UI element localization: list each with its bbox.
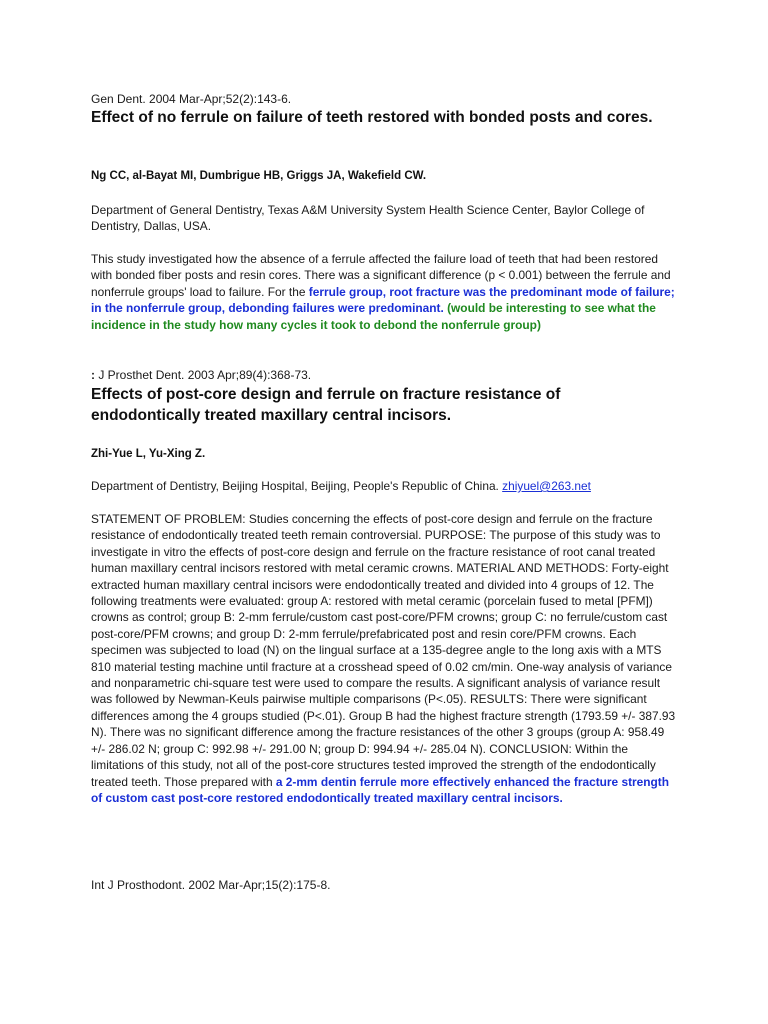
article-1-reviewer-note: (would be interesting to see what the incidence in the study how many cycles it took to debond the nonferrule group) xyxy=(91,301,656,332)
article-1-abstract-highlight: ferrule group, root fracture was the predominant mode of failure; in the nonferrule group, debonding failures were predominant. xyxy=(91,284,675,316)
article-1-citation: Gen Dent. 2004 Mar-Apr;52(2):143-6. xyxy=(91,92,292,106)
article-1-title: Effect of no ferrule on failure of teeth restored with bonded posts and cores. xyxy=(91,109,653,126)
article-2-abstract-text: STATEMENT OF PROBLEM: Studies concerning the effects of post-core design and ferrule on the fracture resistance of endodontically treated teeth remain controversial. PURPOSE: The purpose of this study was to investigate in vitro the effects of post-core design and ferrule on the fracture resistance of root canal treated human maxillary central incisors restored with metal ceramic crowns. MATERIAL AND METHODS: Forty-eight extracted human maxillary central incisors were endodontically treated and divided into 4 groups of 12. The following treatments were evaluated: group A: restored with metal ceramic (porcelain fused to metal [PFM]) crowns as control; group B: 2-mm ferrule/custom cast post-core/PFM crowns; group C: no ferrule/custom cast post-core/PFM crowns; and group D: 2-mm ferrule/prefabricated post and resin core/PFM crowns. Each specimen was subjected to load (N) on the lingual surface at a 135-degree angle to the long axis with a MTS 810 material testing machine until fracture at a crosshead speed of 0.02 cm/min. One-way analysis of variance and nonparametric chi-square test were used to compare the results. A significant analysis of variance result was followed by Newman-Keuls pairwise multiple comparisons (P<.05). RESULTS: There were significant differences among the 4 groups studied (P<.01). Group B had the highest fracture strength (1793.59 +/- 387.93 N). There was no significant difference among the fracture resistances of the other 3 groups (group A: 958.49 +/- 286.02 N; group C: 992.98 +/- 291.00 N; group D: 994.94 +/- 285.04 N). CONCLUSION: Within the limitations of this study, not all of the post-core structures tested improved the strength of the endodontically treated teeth. Those prepared with xyxy=(91,512,676,789)
article-2-affiliation-text: Department of Dentistry, Beijing Hospital, Beijing, People's Republic of China. xyxy=(91,479,503,493)
article-2-email-link[interactable]: zhiyuel@263.net xyxy=(502,479,591,493)
article-2-abstract-highlight: a 2-mm dentin ferrule more effectively enhanced the fracture strength of custom cast post-core restored endodontically treated maxillary central incisors. xyxy=(91,774,670,805)
article-2-title: Effects of post-core design and ferrule on fracture resistance of endodontically treated maxillary central incisors. xyxy=(91,386,561,424)
article-1-affiliation: Department of General Dentistry, Texas A&M University System Health Science Center, Baylor College of Dentistry, Dallas, USA. xyxy=(91,203,645,234)
article-1-abstract-text: This study investigated how the absence of a ferrule affected the failure load of teeth that had been restored with bonded fiber posts and resin cores. There was a significant difference (p < 0.001) between the ferrule and nonferrule groups' load to failure. For the xyxy=(91,252,671,299)
article-2-citation xyxy=(91,367,311,383)
article-1-abstract xyxy=(91,251,677,333)
article-2-citation-prefix: : xyxy=(91,368,95,382)
article-2-citation-text: J Prosthet Dent. 2003 Apr;89(4):368-73. xyxy=(95,368,312,382)
article-3-citation: Int J Prosthodont. 2002 Mar-Apr;15(2):175-8. xyxy=(91,878,331,892)
article-2-authors: Zhi-Yue L, Yu-Xing Z. xyxy=(91,448,206,460)
article-1-authors: Ng CC, al-Bayat MI, Dumbrigue HB, Griggs JA, Wakefield CW. xyxy=(91,170,427,182)
article-2-affiliation xyxy=(91,478,677,494)
article-2-abstract xyxy=(91,511,677,806)
